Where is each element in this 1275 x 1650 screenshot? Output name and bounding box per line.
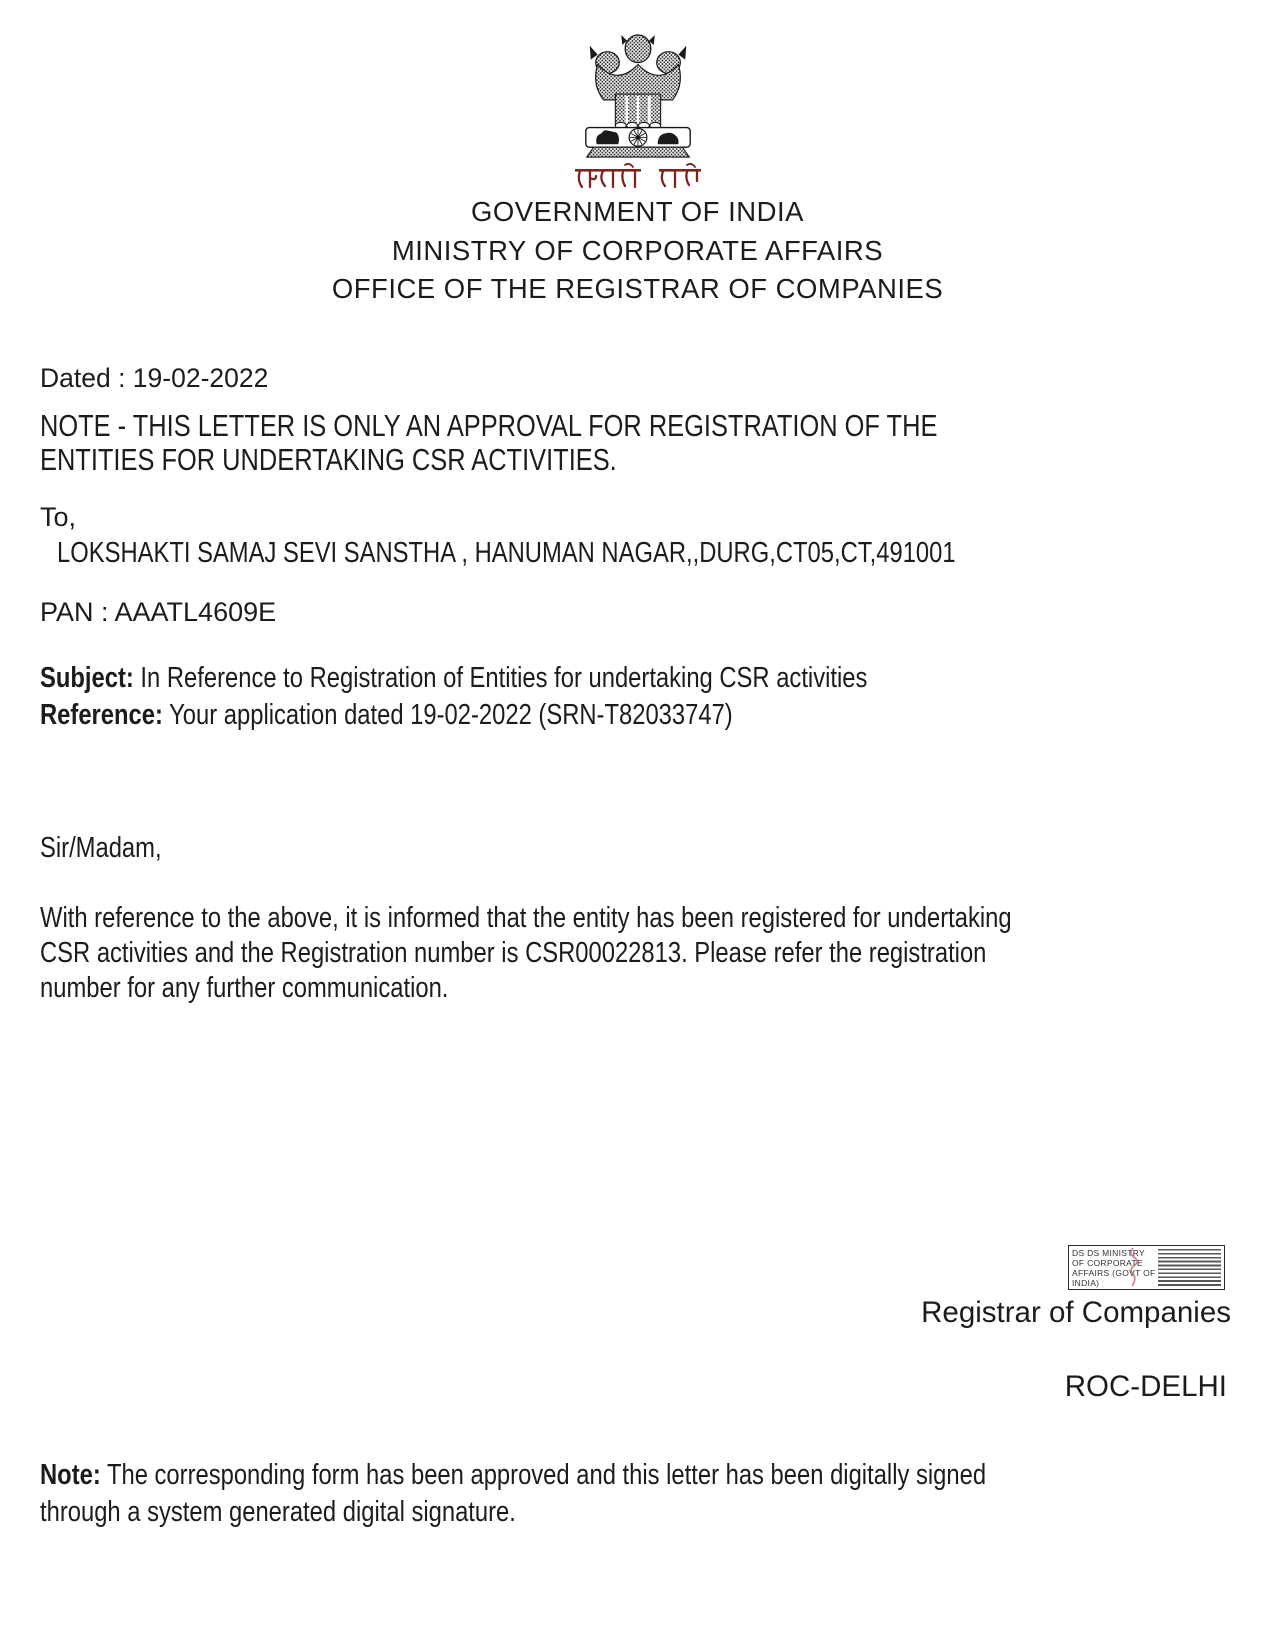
registrar-title: Registrar of Companies xyxy=(921,1296,1231,1329)
note-caps-line-1: NOTE - THIS LETTER IS ONLY AN APPROVAL FOR REGISTRATION OF THE xyxy=(40,408,938,443)
header-government-line: GOVERNMENT OF INDIA xyxy=(471,196,804,227)
footer-note-line-2: through a system generated digital signature. xyxy=(40,1496,516,1528)
body-paragraph xyxy=(40,901,1225,1006)
body-line-1: With reference to the above, it is informed that the entity has been registered for undertaking xyxy=(40,902,1012,934)
pan-line: PAN : AAATL4609E xyxy=(40,597,277,627)
signature-squiggle-icon xyxy=(1121,1246,1151,1288)
national-emblem-icon xyxy=(563,33,713,166)
body-line-2: CSR activities and the Registration number is CSR00022813. Please refer the registration xyxy=(40,937,987,969)
motto-text xyxy=(575,162,701,194)
recipient-line: LOKSHAKTI SAMAJ SEVI SANSTHA , HANUMAN NAGAR,,DURG,CT05,CT,491001 xyxy=(57,537,956,569)
stamp-microtext xyxy=(1158,1249,1221,1286)
roc-office: ROC-DELHI xyxy=(1064,1370,1227,1403)
footer-note-label: Note: xyxy=(40,1459,101,1491)
stamp-certificate-text: DS DS MINISTRY OF CORPORATE AFFAIRS (GOVT OF INDIA) xyxy=(1072,1248,1156,1288)
reference-text: Your application dated 19-02-2022 (SRN-T82033747) xyxy=(169,699,733,731)
salutation: Sir/Madam, xyxy=(40,832,162,864)
footer-note-line-1: The corresponding form has been approved and this letter has been digitally signed xyxy=(106,1459,987,1491)
subject-text: In Reference to Registration of Entities for undertaking CSR activities xyxy=(140,662,868,694)
footer-note xyxy=(40,1457,1194,1531)
dated-line: Dated : 19-02-2022 xyxy=(40,363,269,393)
reference-label: Reference: xyxy=(40,699,163,731)
subject-line xyxy=(40,662,1049,695)
letterhead xyxy=(0,193,1275,309)
header-ministry-line: MINISTRY OF CORPORATE AFFAIRS xyxy=(391,234,884,266)
digital-signature-stamp xyxy=(1068,1245,1225,1290)
reference-line xyxy=(40,699,885,732)
note-caps-line-2: ENTITIES FOR UNDERTAKING CSR ACTIVITIES. xyxy=(40,441,617,477)
subject-label: Subject: xyxy=(40,662,134,694)
body-line-3: number for any further communication. xyxy=(40,972,449,1004)
to-label: To, xyxy=(40,502,77,532)
note-caps-block xyxy=(40,409,1134,476)
header-office-line: OFFICE OF THE REGISTRAR OF COMPANIES xyxy=(331,273,944,304)
